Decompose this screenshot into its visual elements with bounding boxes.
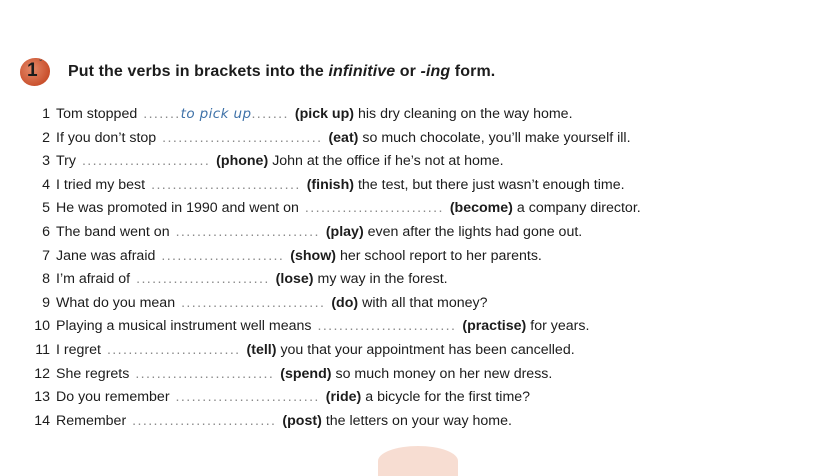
answer-blank[interactable]: .............................. — [162, 129, 323, 146]
exercise-item-row — [20, 318, 810, 342]
bracketed-verb: (ride) — [325, 389, 362, 406]
exercise-item-row — [20, 295, 810, 319]
item-continuation-text: the test, but there just wasn’t enough time. — [357, 176, 625, 193]
bracketed-verb: (finish) — [306, 176, 354, 193]
item-stem-text: What do you mean — [56, 294, 176, 311]
exercise-item-list — [20, 106, 810, 436]
item-stem-text: I’m afraid of — [56, 271, 131, 288]
item-stem-text: I tried my best — [56, 176, 146, 193]
exercise-item-row — [20, 153, 810, 177]
item-stem-text: He was promoted in 1990 and went on — [56, 200, 299, 217]
item-number: 12 — [34, 365, 50, 382]
item-continuation-text: John at the office if he’s not at home. — [272, 153, 504, 170]
answer-blank[interactable]: ......................... — [136, 271, 270, 288]
item-continuation-text: her school report to her parents. — [339, 247, 542, 264]
badge-tick-mark: ˇ — [39, 59, 43, 70]
bracketed-verb: (lose) — [275, 271, 314, 288]
decorative-bottom-shape — [378, 446, 458, 476]
handwritten-answer: to pick up — [180, 106, 252, 122]
item-stem-text: Remember — [56, 412, 127, 429]
item-number: 1 — [42, 106, 50, 122]
item-stem-text: The band went on — [56, 223, 170, 240]
answer-blank[interactable]: .......................... — [304, 200, 444, 217]
item-number: 13 — [34, 389, 50, 406]
item-continuation-text: so much chocolate, you’ll make yourself ill. — [362, 129, 631, 146]
exercise-number: 1 — [27, 60, 38, 81]
exercise-header — [20, 56, 495, 88]
exercise-item-row — [20, 200, 810, 224]
item-stem-text: I regret — [56, 341, 101, 358]
item-stem-text: Try — [56, 153, 76, 170]
item-number: 5 — [42, 200, 50, 217]
bracketed-verb: (eat) — [328, 129, 359, 146]
answer-blank[interactable]: ........................... — [175, 223, 320, 240]
exercise-item-row — [20, 177, 810, 201]
bracketed-verb: (do) — [331, 294, 359, 311]
item-number: 9 — [42, 294, 50, 311]
item-number: 6 — [42, 223, 50, 240]
item-number: 11 — [35, 341, 50, 358]
answer-blank[interactable]: ....................... — [161, 247, 285, 264]
answer-blank[interactable]: .......................... — [317, 318, 457, 335]
bracketed-verb: (spend) — [280, 365, 332, 382]
item-number: 3 — [42, 153, 50, 170]
bracketed-verb: (play) — [325, 223, 364, 240]
item-continuation-text: so much money on her new dress. — [335, 365, 553, 382]
answer-blank[interactable]: ........................ — [81, 153, 211, 170]
answer-blank[interactable]: ........................... — [132, 412, 277, 429]
answer-blank[interactable]: ............................ — [151, 176, 301, 193]
answer-blank[interactable]: .......to pick up....... — [143, 106, 289, 122]
instruction-middle: or — [395, 63, 421, 80]
bracketed-verb: (phone) — [216, 153, 269, 170]
answer-blank[interactable]: ........................... — [175, 389, 320, 406]
item-stem-text: Playing a musical instrument well means — [56, 318, 312, 335]
item-number: 2 — [42, 129, 50, 146]
exercise-item-row — [20, 413, 810, 437]
item-number: 7 — [42, 247, 50, 264]
item-continuation-text: the letters on your way home. — [325, 412, 512, 429]
item-number: 14 — [34, 412, 50, 429]
bracketed-verb: (become) — [449, 200, 513, 217]
bracketed-verb: (post) — [282, 412, 322, 429]
instruction-emphasis-ing: -ing — [420, 63, 451, 80]
answer-blank[interactable]: .......................... — [135, 365, 275, 382]
instruction-suffix: form. — [450, 63, 496, 80]
item-continuation-text: a company director. — [516, 200, 641, 217]
instruction-emphasis-infinitive: infinitive — [328, 63, 396, 80]
item-stem-text: Jane was afraid — [56, 247, 156, 264]
exercise-item-row — [20, 366, 810, 390]
item-stem-text: Do you remember — [56, 389, 170, 406]
item-continuation-text: a bicycle for the first time? — [365, 389, 531, 406]
item-stem-text: If you don’t stop — [56, 129, 157, 146]
exercise-item-row — [20, 342, 810, 366]
item-continuation-text: with all that money? — [362, 294, 488, 311]
bracketed-verb: (tell) — [246, 341, 277, 358]
item-continuation-text: my way in the forest. — [317, 271, 448, 288]
bracketed-verb: (pick up) — [294, 106, 354, 122]
exercise-item-row — [20, 106, 810, 130]
item-continuation-text: for years. — [530, 318, 590, 335]
exercise-number-badge — [20, 56, 54, 88]
item-number: 4 — [42, 176, 50, 193]
instruction-prefix: Put the verbs in brackets into the — [68, 63, 329, 80]
exercise-item-row — [20, 248, 810, 272]
exercise-item-row — [20, 389, 810, 413]
item-number: 10 — [34, 318, 50, 335]
item-continuation-text: even after the lights had gone out. — [367, 223, 583, 240]
item-continuation-text: you that your appointment has been cancelled. — [280, 341, 575, 358]
exercise-item-row — [20, 271, 810, 295]
item-number: 8 — [42, 271, 50, 288]
item-stem-text: Tom stopped — [56, 106, 138, 122]
answer-blank[interactable]: ........................... — [181, 294, 326, 311]
bracketed-verb: (practise) — [462, 318, 527, 335]
exercise-item-row — [20, 224, 810, 248]
bracketed-verb: (show) — [290, 247, 336, 264]
item-stem-text: She regrets — [56, 365, 130, 382]
item-continuation-text: his dry cleaning on the way home. — [358, 106, 573, 122]
exercise-item-row — [20, 130, 810, 154]
answer-blank[interactable]: ......................... — [106, 341, 241, 358]
exercise-instruction — [68, 63, 495, 81]
